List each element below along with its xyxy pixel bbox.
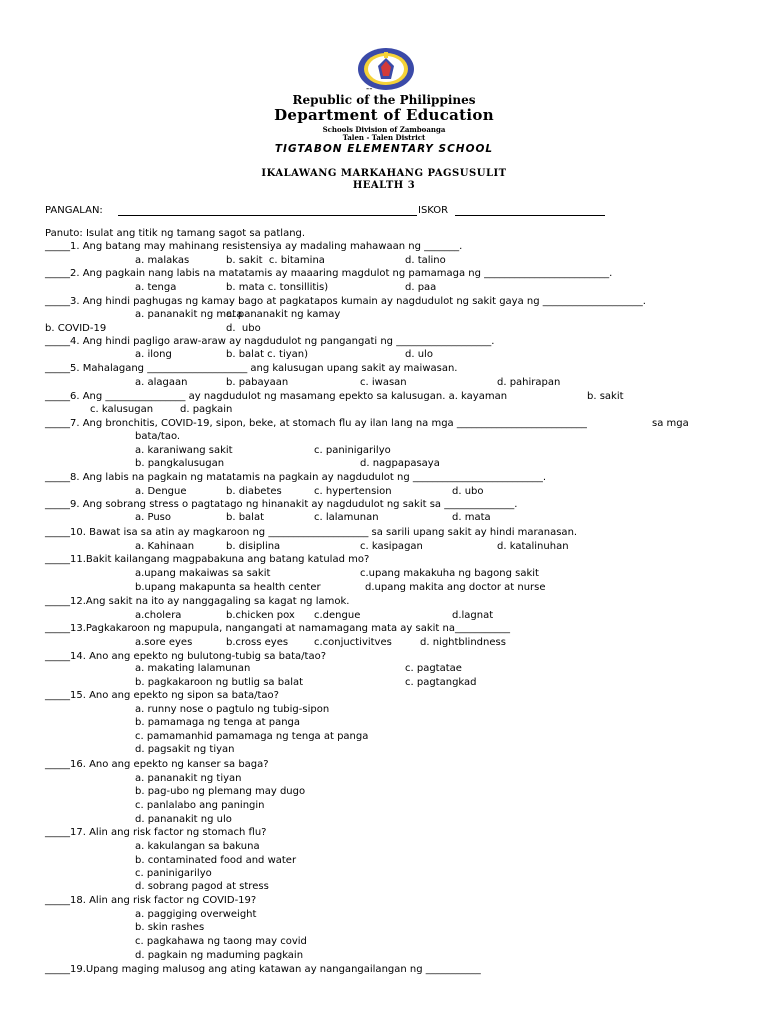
answer-choice: d. katalinuhan: [497, 541, 569, 552]
answer-choice: d. nightblindness: [420, 637, 506, 648]
answer-choice: d. paa: [405, 282, 437, 293]
question-line: _____17. Alin ang risk factor ng stomach flu?: [45, 827, 267, 838]
republic-heading: Republic of the Philippines: [292, 93, 476, 107]
answer-choice: a. tenga: [135, 282, 177, 293]
answer-choice: c. pamamanhid pamamaga ng tenga at panga: [135, 731, 369, 742]
answer-choice: d. pananakit ng ulo: [135, 814, 232, 825]
answer-choice: d.upang makita ang doctor at nurse: [365, 582, 546, 593]
answer-choice: d. ulo: [405, 349, 433, 360]
answer-choice: a. Puso: [135, 512, 172, 523]
answer-choice: c. panlalabo ang paningin: [135, 800, 265, 811]
answer-choice: c. paninigarilyo: [135, 868, 212, 879]
answer-choice: b. COVID-19: [45, 323, 107, 334]
answer-choice: d. mata: [452, 512, 491, 523]
answer-choice: b. diabetes: [226, 486, 282, 497]
answer-choice: b. disiplina: [226, 541, 281, 552]
answer-choice: a. Dengue: [135, 486, 187, 497]
answer-choice: d. sobrang pagod at stress: [135, 881, 269, 892]
question-line: _____9. Ang sobrang stress o pagtatago ng hinanakit ay nagdudulot ng sakit sa ______________.: [45, 499, 518, 510]
exam-title: IKALAWANG MARKAHANG PAGSUSULIT: [261, 168, 507, 179]
answer-choice: b. pagkakaroon ng butlig sa balat: [135, 677, 304, 688]
answer-choice: b. skin rashes: [135, 922, 205, 933]
answer-choice: a. Kahinaan: [135, 541, 195, 552]
question-line: _____1. Ang batang may mahinang resistensiya ay madaling mahawaan ng _______.: [45, 241, 463, 252]
answer-choice: b. balat: [226, 512, 265, 523]
answer-choice: c.dengue: [314, 610, 361, 621]
answer-choice: a. runny nose o pagtulo ng tubig-sipon: [135, 704, 330, 715]
question-line: _____8. Ang labis na pagkain ng matatamis na pagkain ay nagdudulot ng __________________________.: [45, 472, 547, 483]
answer-choice: b. contaminated food and water: [135, 855, 297, 866]
score-field[interactable]: [455, 215, 605, 216]
question-line: _____19.Upang maging malusog ang ating katawan ay nangangailangan ng ___________: [45, 964, 481, 975]
answer-choice: b. pag-ubo ng plemang may dugo: [135, 786, 306, 797]
answer-choice: _____6. Ang ________________ ay nagdudulot ng masamang epekto sa kalusugan. a. kayaman: [45, 391, 508, 402]
answer-choice: d. nagpapasaya: [360, 458, 440, 469]
question-line: _____2. Ang pagkain nang labis na matatamis ay maaaring magdulot ng pamamaga ng _________________________.: [45, 268, 613, 279]
answer-choice: c. pagkahawa ng taong may covid: [135, 936, 307, 947]
answer-choice: a. kakulangan sa bakuna: [135, 841, 260, 852]
school-heading: TIGTABON ELEMENTARY SCHOOL: [274, 143, 494, 155]
answer-choice: b.upang makapunta sa health center: [135, 582, 321, 593]
answer-choice: c. kalusugan: [90, 404, 154, 415]
answer-choice: a.sore eyes: [135, 637, 193, 648]
answer-choice: a. malakas: [135, 255, 190, 266]
score-label: ISKOR: [418, 205, 449, 216]
division-heading: Schools Division of Zamboanga: [322, 125, 446, 134]
question-line: _____4. Ang hindi pagligo araw-araw ay nagdudulot ng pangangati ng ___________________.: [45, 336, 495, 347]
answer-choice: b. pabayaan: [226, 377, 289, 388]
deped-seal-icon: [356, 46, 416, 92]
name-label: PANGALAN:: [45, 205, 103, 216]
answer-choice: b. balat c. tiyan): [226, 349, 309, 360]
answer-choice: b. pamamaga ng tenga at panga: [135, 717, 301, 728]
answer-choice: _____7. Ang bronchitis, COVID-19, sipon, beke, at stomach flu ay ilan lang na mga __________________________: [45, 418, 587, 429]
answer-choice: d. ubo: [452, 486, 484, 497]
answer-choice: b. sakit: [587, 391, 624, 402]
question-line: _____5. Mahalagang ____________________ ang kalusugan upang sakit ay maiwasan.: [45, 363, 458, 374]
answer-choice: c. iwasan: [360, 377, 407, 388]
question-line: _____15. Ano ang epekto ng sipon sa bata/tao?: [45, 690, 279, 701]
seal-mark: --: [366, 84, 373, 94]
answer-choice: a. alagaan: [135, 377, 188, 388]
name-field[interactable]: [118, 215, 417, 216]
answer-choice: a. makating lalamunan: [135, 663, 251, 674]
answer-choice: d. pagkain: [180, 404, 233, 415]
answer-choice: c.conjuctivitves: [314, 637, 392, 648]
answer-choice: sa mga: [652, 418, 689, 429]
answer-choice: c. paninigarilyo: [314, 445, 391, 456]
answer-choice: a. paggiging overweight: [135, 909, 257, 920]
question-line: _____10. Bawat isa sa atin ay magkaroon ng ____________________ sa sarili upang sakit ay hindi maranasan.: [45, 527, 578, 538]
answer-choice: b. mata c. tonsillitis): [226, 282, 329, 293]
answer-choice: c. pagtangkad: [405, 677, 477, 688]
answer-choice: c. kasipagan: [360, 541, 423, 552]
answer-choice: c.upang makakuha ng bagong sakit: [360, 568, 539, 579]
district-heading: Talen - Talen District: [342, 133, 426, 142]
answer-choice: a. ilong: [135, 349, 172, 360]
question-line: _____12.Ang sakit na ito ay nanggagaling sa kagat ng lamok.: [45, 596, 350, 607]
answer-choice: a. karaniwang sakit: [135, 445, 233, 456]
answer-choice: a.cholera: [135, 610, 182, 621]
answer-choice: d. pahirapan: [497, 377, 561, 388]
answer-choice: c. hypertension: [314, 486, 392, 497]
answer-choice: c. pagtatae: [405, 663, 462, 674]
question-line: _____14. Ano ang epekto ng bulutong-tubig sa bata/tao?: [45, 651, 327, 662]
question-line: _____11.Bakit kailangang magpabakuna ang batang katulad mo?: [45, 554, 370, 565]
answer-choice: b. pangkalusugan: [135, 458, 225, 469]
answer-choice: a.upang makaiwas sa sakit: [135, 568, 271, 579]
instructions: Panuto: Isulat ang titik ng tamang sagot sa patlang.: [45, 228, 306, 239]
question-line: _____3. Ang hindi paghugas ng kamay bago at pagkatapos kumain ay nagdudulot ng sakit gaya ng ____________________.: [45, 296, 646, 307]
subject-title: HEALTH 3: [352, 180, 416, 191]
question-line: _____13.Pagkakaroon ng mapupula, nangangati at namamagang mata ay sakit na___________: [45, 623, 510, 634]
answer-choice: d. pagkain ng maduming pagkain: [135, 950, 304, 961]
answer-choice: c. pananakit ng kamay: [226, 309, 341, 320]
answer-choice: b.chicken pox: [226, 610, 295, 621]
answer-choice: b.cross eyes: [226, 637, 289, 648]
answer-choice: a. pananakit ng mata: [135, 309, 243, 320]
answer-choice: c. lalamunan: [314, 512, 379, 523]
answer-choice: d. pagsakit ng tiyan: [135, 744, 235, 755]
answer-choice: a. pananakit ng tiyan: [135, 773, 242, 784]
answer-choice: d.lagnat: [452, 610, 494, 621]
answer-choice: b. sakit c. bitamina: [226, 255, 325, 266]
answer-choice: d. talino: [405, 255, 446, 266]
answer-choice: d. ubo: [226, 323, 261, 334]
department-heading: Department of Education: [274, 106, 494, 124]
question-line: _____16. Ano ang epekto ng kanser sa baga?: [45, 759, 269, 770]
question-line: _____18. Alin ang risk factor ng COVID-19?: [45, 895, 257, 906]
answer-choice: bata/tao.: [135, 431, 181, 442]
